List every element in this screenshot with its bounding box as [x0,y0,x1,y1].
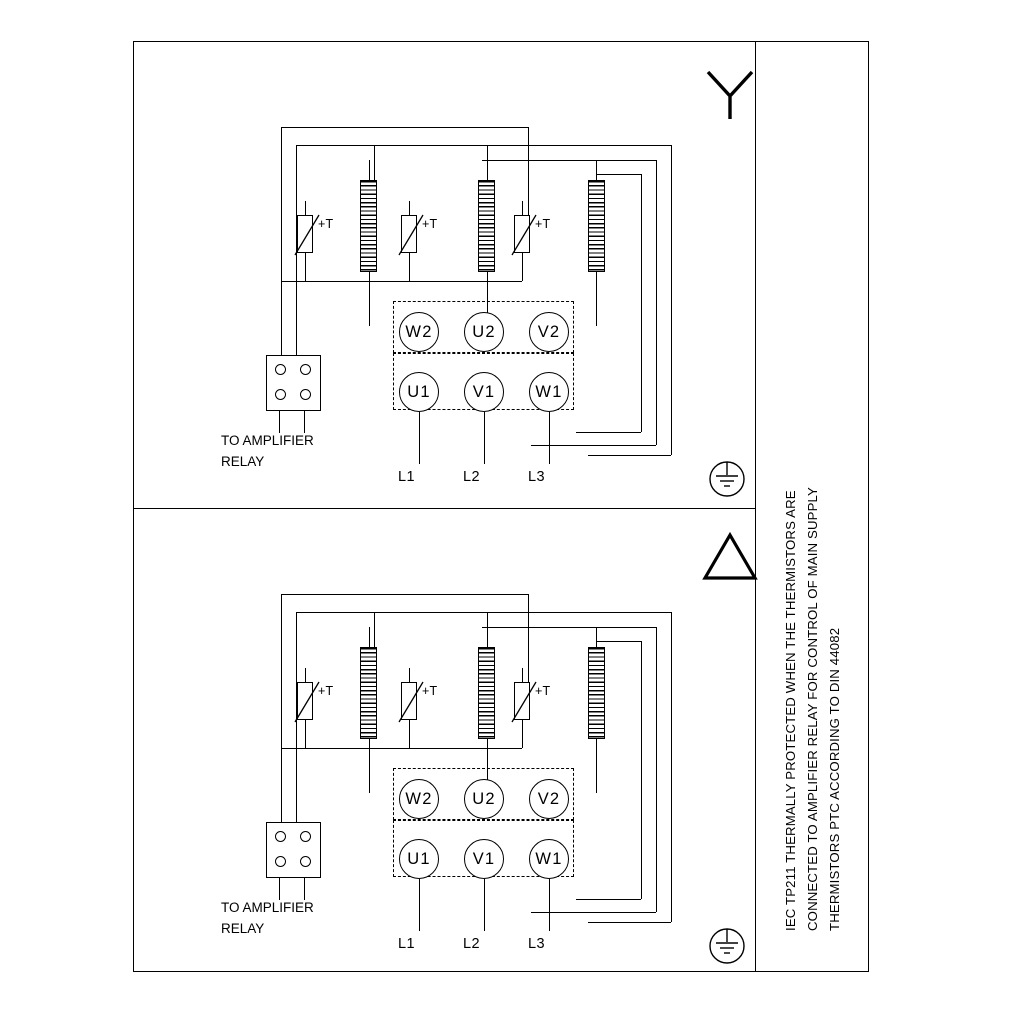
terminal-v2[interactable]: V2 [529,779,569,819]
wire [281,281,282,355]
wire [369,627,370,647]
winding-coil [588,180,605,272]
thermistor-label-3: +T [535,684,551,698]
phase-label-l2: L2 [463,469,480,485]
wire [409,668,410,682]
thermistor-1 [297,682,313,720]
wire [305,720,306,748]
wire [671,145,672,455]
wire [671,612,672,922]
phase-label-l2: L2 [463,936,480,952]
thermistor-label-1: +T [318,684,334,698]
wire [596,739,597,793]
thermistor-2 [401,682,417,720]
wire [374,612,671,613]
wire [522,253,523,281]
phase-label-l1: L1 [398,469,415,485]
wire [596,627,597,647]
terminal-v1[interactable]: V1 [464,372,504,412]
note-column [756,41,869,972]
wye-symbol [700,64,760,124]
terminal-u1[interactable]: U1 [399,372,439,412]
wire [279,411,280,433]
wire [588,922,671,923]
thermistor-label-1: +T [318,217,334,231]
wire [304,878,305,900]
thermistor-label-2: +T [422,217,438,231]
connector-label-line1: TO AMPLIFIER [221,900,314,915]
wire [484,412,485,464]
wire [409,201,410,215]
wire [281,748,282,822]
wire [576,432,641,433]
wire [369,160,370,180]
thermistor-3 [514,682,530,720]
delta-symbol [700,530,760,584]
wire [596,160,597,180]
terminal-w1[interactable]: W1 [529,839,569,879]
wire [482,627,656,628]
phase-label-l3: L3 [528,936,545,952]
wire [305,253,306,281]
thermistor-2 [401,215,417,253]
terminal-u2[interactable]: U2 [464,312,504,352]
terminal-w2[interactable]: W2 [399,312,439,352]
wire [279,878,280,900]
wire [482,160,656,161]
wire [409,253,410,281]
connector-label-line1: TO AMPLIFIER [221,433,314,448]
wire [305,281,409,282]
wire [305,201,306,215]
connector-pin [275,856,286,867]
winding-coil [588,647,605,739]
terminal-w2[interactable]: W2 [399,779,439,819]
terminal-v1[interactable]: V1 [464,839,504,879]
wire [549,879,550,931]
thermistor-label-3: +T [535,217,551,231]
connector-pin [300,856,311,867]
note-line-3: THERMISTORS PTC ACCORDING TO DIN 44082 [827,627,842,931]
wire [522,720,523,748]
thermistor-label-2: +T [422,684,438,698]
wire [641,174,642,432]
wire [281,281,305,282]
wire [304,411,305,433]
winding-coil [478,647,495,739]
terminal-w1[interactable]: W1 [529,372,569,412]
terminal-v2[interactable]: V2 [529,312,569,352]
earth-icon [699,455,755,503]
wire [596,272,597,326]
wire [281,127,528,128]
wire [419,879,420,931]
wire [522,201,523,215]
wire [656,160,657,445]
wire [484,879,485,931]
winding-coil [478,180,495,272]
wire [305,748,409,749]
wire [296,145,374,146]
connector-pin [275,831,286,842]
wire [596,641,641,642]
delta-connection-panel [133,508,756,975]
star-connection-panel [133,41,756,508]
wire [374,145,671,146]
connector-pin [300,364,311,375]
wire [281,594,528,595]
connector-pin [275,389,286,400]
wire [419,412,420,464]
thermistor-1 [297,215,313,253]
wire [409,748,522,749]
wire [409,281,522,282]
wire [296,612,374,613]
wire [409,720,410,748]
terminal-u1[interactable]: U1 [399,839,439,879]
phase-label-l3: L3 [528,469,545,485]
phase-label-l1: L1 [398,936,415,952]
earth-icon [699,922,755,970]
wire [305,668,306,682]
wire [487,612,488,647]
wire [588,455,671,456]
wire [596,174,641,175]
amplifier-connector [266,355,321,411]
thermistor-3 [514,215,530,253]
wire [641,641,642,899]
connector-pin [300,831,311,842]
wire [522,668,523,682]
terminal-u2[interactable]: U2 [464,779,504,819]
connector-label-line2: RELAY [221,921,265,936]
connector-label-line2: RELAY [221,454,265,469]
connector-pin [275,364,286,375]
wire [656,627,657,912]
winding-coil [360,180,377,272]
connector-pin [300,389,311,400]
wire [549,412,550,464]
wire [576,899,641,900]
note-line-1: IEC TP211 THERMALLY PROTECTED WHEN THE THERMISTORS ARE [783,490,798,931]
wire [487,145,488,180]
note-line-2: CONNECTED TO AMPLIFIER RELAY FOR CONTROL OF MAIN SUPPLY [805,486,820,931]
winding-coil [360,647,377,739]
amplifier-connector [266,822,321,878]
wire [281,748,305,749]
